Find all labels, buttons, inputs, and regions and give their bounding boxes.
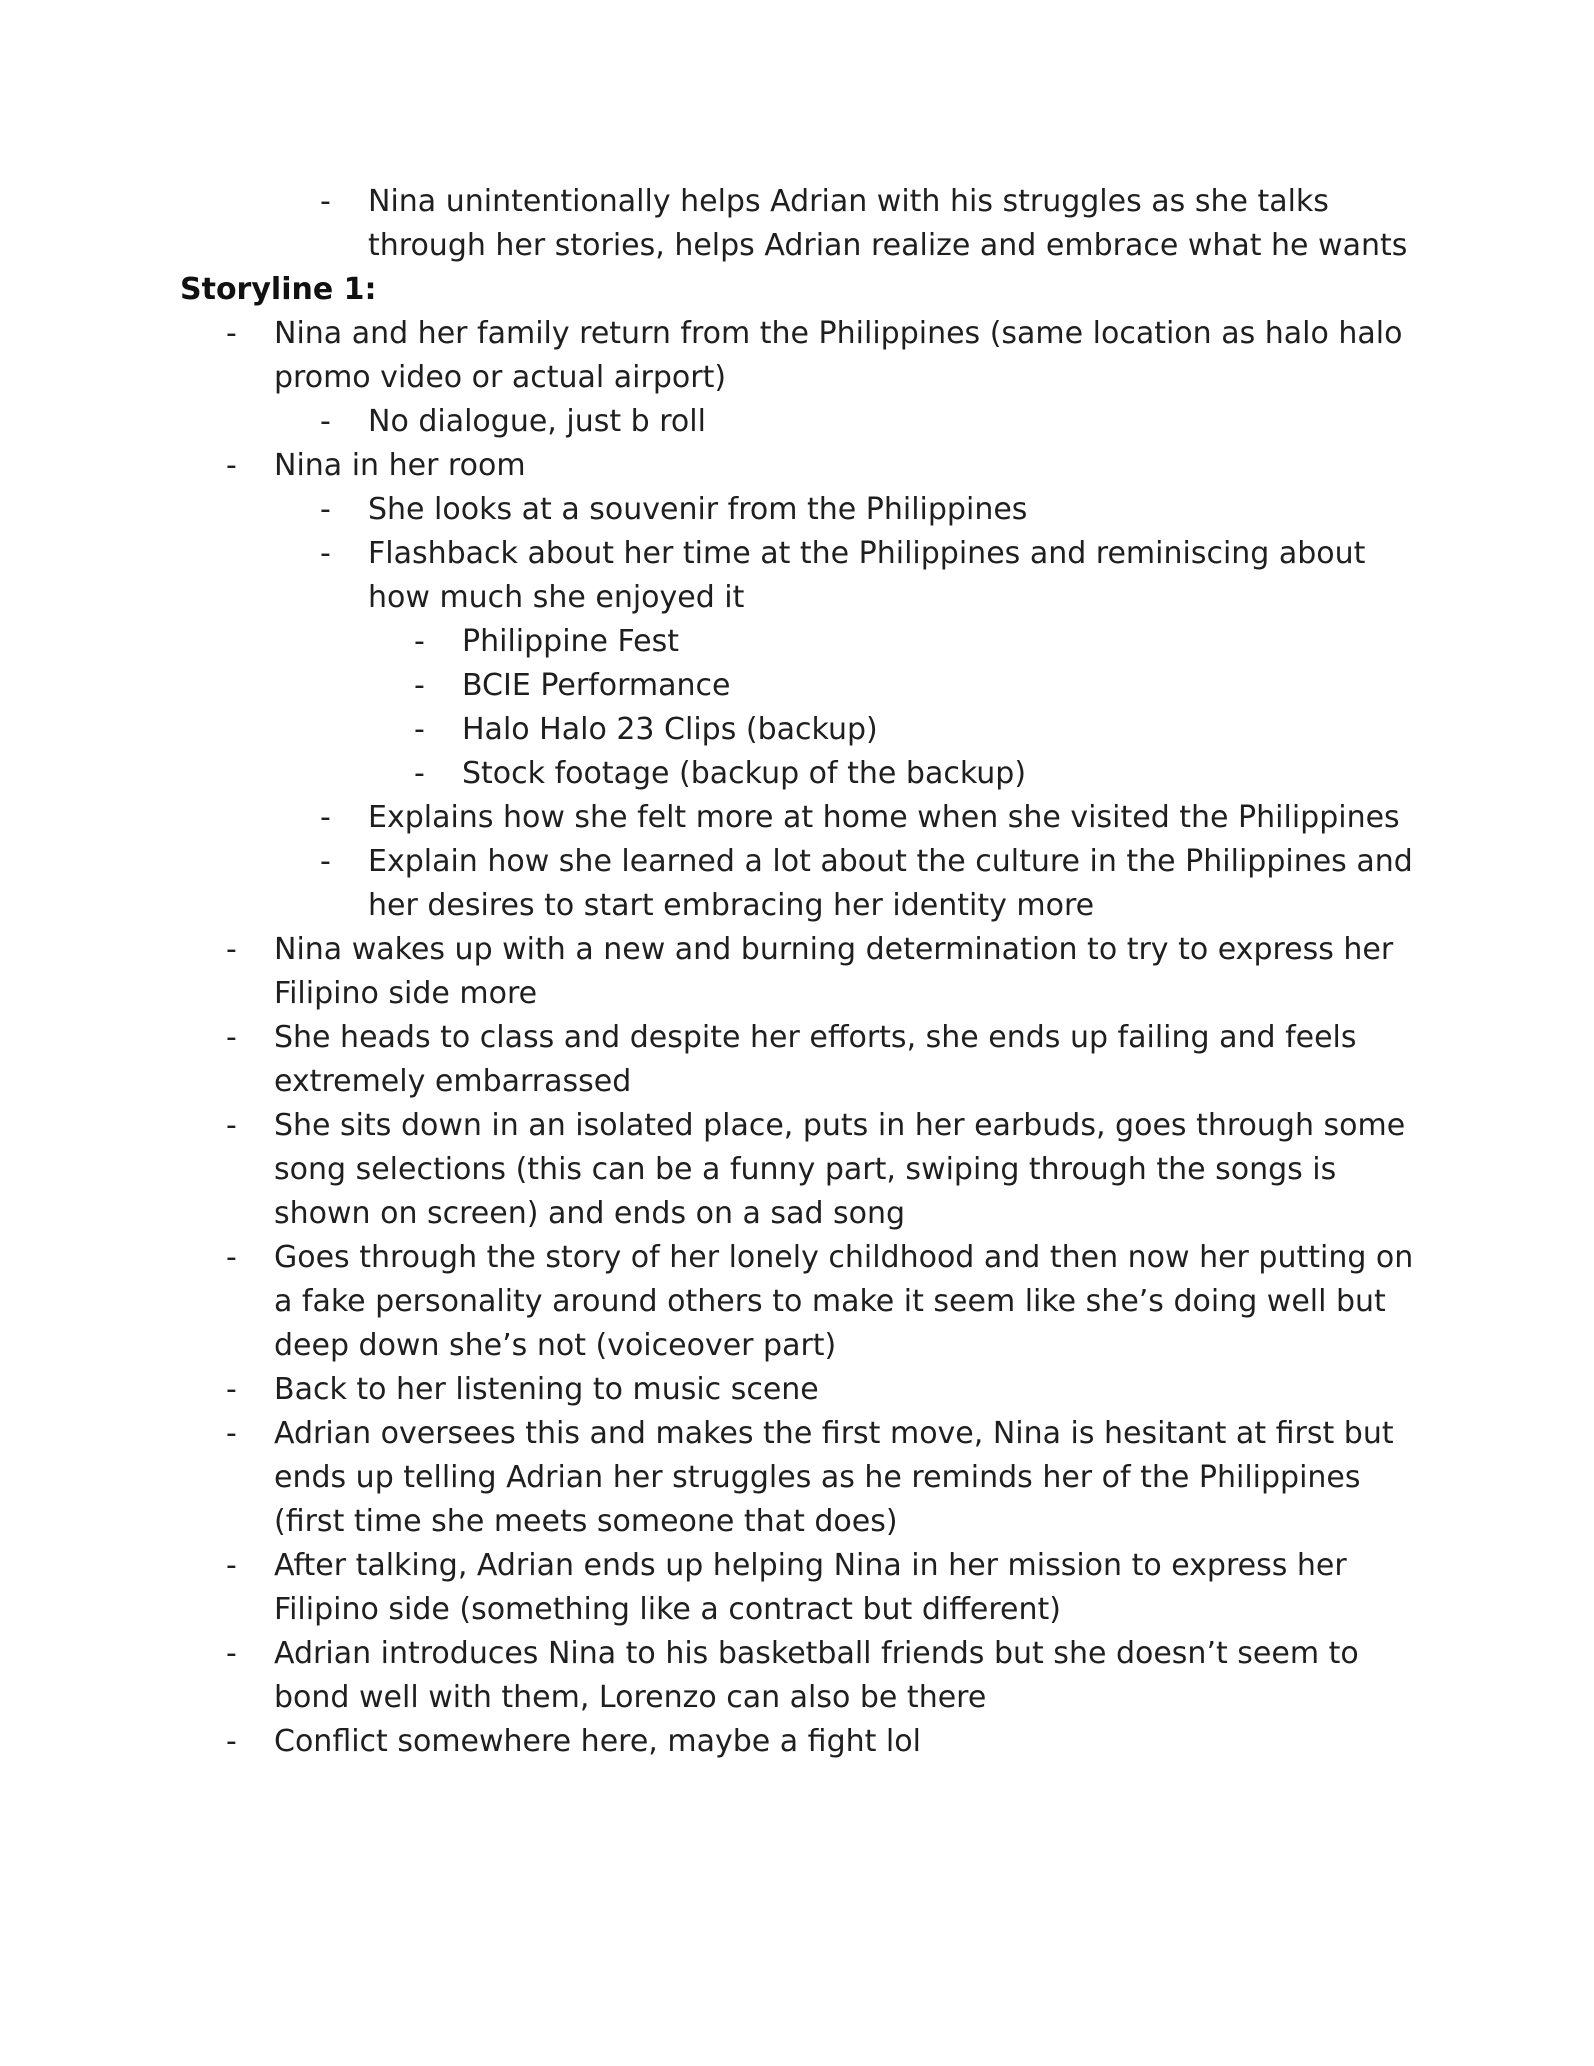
section-heading: Storyline 1:	[180, 272, 377, 307]
bullet-dash-icon: -	[226, 316, 237, 351]
bullet-dash-icon: -	[226, 1548, 237, 1583]
list-item-level-1	[0, 1104, 1594, 1236]
bullet-dash-icon: -	[226, 1636, 237, 1671]
list-item-level-1	[0, 928, 1594, 1016]
list-item-level-1	[0, 1236, 1594, 1368]
list-item-text: Nina and her family return from the Philippines (same location as halo halo promo video or actual airport)	[274, 316, 1403, 395]
list-item-level-1	[0, 1632, 1594, 1720]
list-item-text: Explain how she learned a lot about the culture in the Philippines and her desires to start embracing her identity more	[368, 844, 1413, 923]
list-item-text: Stock footage (backup of the backup)	[462, 756, 1027, 791]
bullet-dash-icon: -	[226, 1020, 237, 1055]
bullet-dash-icon: -	[226, 932, 237, 967]
bullet-dash-icon: -	[320, 184, 331, 219]
list-item-level-3	[0, 708, 1594, 752]
list-item-level-1	[0, 1016, 1594, 1104]
bullet-dash-icon: -	[226, 1372, 237, 1407]
bullet-dash-icon: -	[414, 668, 425, 703]
bullet-dash-icon: -	[320, 844, 331, 879]
bullet-dash-icon: -	[226, 1240, 237, 1275]
list-item-text: Adrian oversees this and makes the first move, Nina is hesitant at first but ends up telling Adrian her struggles as he reminds her of the Philippines (first time she meets someone that does)	[274, 1416, 1394, 1539]
list-item-text: Halo Halo 23 Clips (backup)	[462, 712, 878, 747]
bullet-dash-icon: -	[226, 1416, 237, 1451]
list-item-text: Conflict somewhere here, maybe a fight lol	[274, 1724, 921, 1759]
list-item-level-2	[0, 796, 1594, 840]
list-item-level-2	[0, 400, 1594, 444]
list-item-text: She heads to class and despite her efforts, she ends up failing and feels extremely embarrassed	[274, 1020, 1357, 1099]
list-item-level-1	[0, 1368, 1594, 1412]
list-item-text: She looks at a souvenir from the Philippines	[368, 492, 1028, 527]
list-item-level-1	[0, 1720, 1594, 1764]
bullet-dash-icon: -	[320, 404, 331, 439]
list-item-text: Nina wakes up with a new and burning determination to try to express her Filipino side more	[274, 932, 1394, 1011]
list-item-level-1	[0, 1412, 1594, 1544]
bullet-dash-icon: -	[414, 712, 425, 747]
list-item-text: After talking, Adrian ends up helping Nina in her mission to express her Filipino side (something like a contract but different)	[274, 1548, 1347, 1627]
bullet-dash-icon: -	[320, 492, 331, 527]
list-item-level-2	[0, 840, 1594, 928]
list-item-level-1	[0, 444, 1594, 488]
bullet-dash-icon: -	[226, 448, 237, 483]
list-item-level-2	[0, 180, 1594, 268]
list-item-level-2	[0, 488, 1594, 532]
list-item-text: Back to her listening to music scene	[274, 1372, 819, 1407]
list-item-text: She sits down in an isolated place, puts in her earbuds, goes through some song selections (this can be a funny part, swiping through the songs is shown on screen) and ends on a sad song	[274, 1108, 1406, 1231]
list-item-text: Nina unintentionally helps Adrian with his struggles as she talks through her stories, helps Adrian realize and embrace what he wants	[368, 184, 1408, 263]
list-item-level-3	[0, 752, 1594, 796]
list-item-text: Philippine Fest	[462, 624, 680, 659]
bullet-dash-icon: -	[320, 536, 331, 571]
bullet-dash-icon: -	[320, 800, 331, 835]
list-item-text: Goes through the story of her lonely childhood and then now her putting on a fake personality around others to make it seem like she’s doing well but deep down she’s not (voiceover part)	[274, 1240, 1414, 1363]
list-item-text: Flashback about her time at the Philippines and reminiscing about how much she enjoyed it	[368, 536, 1366, 615]
list-item-text: Explains how she felt more at home when she visited the Philippines	[368, 800, 1400, 835]
list-item-text: No dialogue, just b roll	[368, 404, 706, 439]
list-item-level-3	[0, 620, 1594, 664]
list-item-level-1	[0, 312, 1594, 400]
bullet-dash-icon: -	[414, 756, 425, 791]
bullet-dash-icon: -	[226, 1724, 237, 1759]
bullet-dash-icon: -	[226, 1108, 237, 1143]
bullet-dash-icon: -	[414, 624, 425, 659]
list-item-level-3	[0, 664, 1594, 708]
list-item-level-1	[0, 1544, 1594, 1632]
list-item-text: BCIE Performance	[462, 668, 731, 703]
list-item-level-2	[0, 532, 1594, 620]
document-body	[0, 180, 1594, 1764]
list-item-text: Adrian introduces Nina to his basketball friends but she doesn’t seem to bond well with them, Lorenzo can also be there	[274, 1636, 1359, 1715]
list-item-text: Nina in her room	[274, 448, 526, 483]
